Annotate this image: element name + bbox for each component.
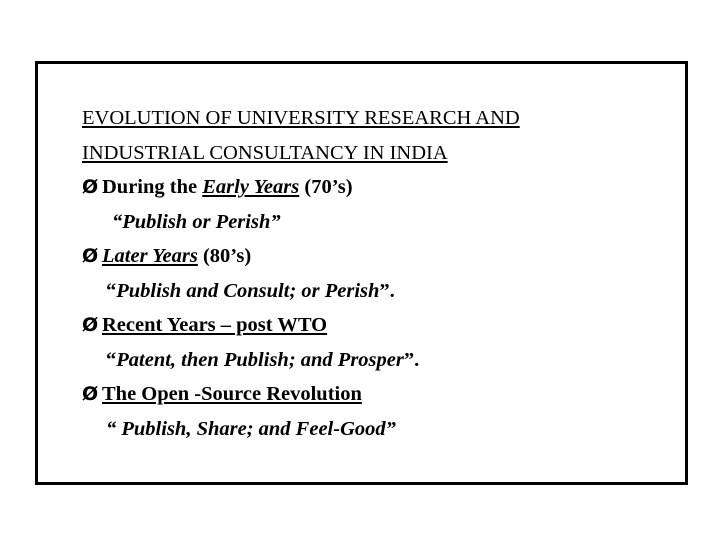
heading-line-2 bbox=[82, 136, 682, 171]
later-years-period: Later Years bbox=[102, 245, 198, 267]
later-years-suffix: (80’s) bbox=[197, 245, 252, 267]
bullet-recent-years bbox=[82, 308, 682, 343]
early-years-quote: “Publish or Perish” bbox=[112, 210, 281, 233]
recent-years-quote-close: ”. bbox=[403, 348, 420, 371]
early-years-suffix: (70’s) bbox=[299, 176, 353, 198]
bullet-later-years bbox=[82, 239, 682, 274]
later-years-quote-open: “ bbox=[106, 279, 117, 302]
early-years-period: Early Years bbox=[202, 176, 300, 198]
later-years-quote-text: Publish and Consult; or Perish bbox=[116, 279, 380, 302]
recent-years-quote-text: Patent, then Publish; and Prosper bbox=[116, 348, 404, 371]
arrow-bullet-icon: Ø bbox=[82, 245, 99, 267]
arrow-bullet-icon: Ø bbox=[82, 314, 99, 336]
recent-years-title: Recent Years – post WTO bbox=[102, 314, 328, 336]
early-years-prefix: During the bbox=[102, 176, 203, 198]
recent-years-quote-open: “ bbox=[106, 348, 117, 371]
recent-years-quote bbox=[82, 343, 682, 378]
heading-text-1: EVOLUTION OF UNIVERSITY RESEARCH AND bbox=[82, 107, 520, 129]
bullet-early-years bbox=[82, 170, 682, 205]
arrow-bullet-icon: Ø bbox=[82, 383, 99, 405]
open-source-quote: “ Publish, Share; and Feel-Good” bbox=[106, 417, 396, 440]
later-years-quote-close: ”. bbox=[379, 279, 395, 302]
open-source-title: The Open -Source Revolution bbox=[102, 383, 362, 405]
later-years-quote bbox=[82, 274, 682, 309]
heading-line-1 bbox=[82, 101, 682, 136]
bullet-open-source bbox=[82, 377, 682, 412]
slide-frame bbox=[35, 61, 688, 485]
heading-text-2: INDUSTRIAL CONSULTANCY IN INDIA bbox=[82, 141, 448, 164]
slide-content bbox=[82, 101, 682, 446]
arrow-bullet-icon: Ø bbox=[82, 176, 99, 198]
